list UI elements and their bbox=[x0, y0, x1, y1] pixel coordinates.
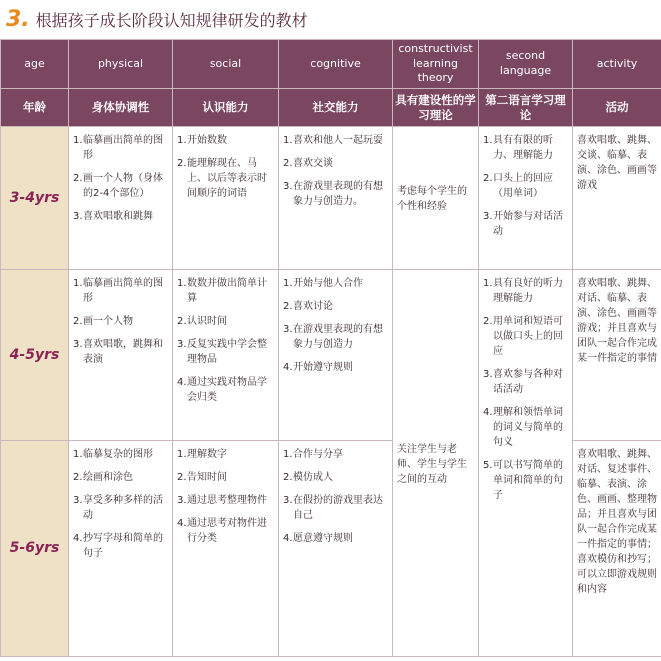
table-row bbox=[1, 127, 661, 270]
physical-cell bbox=[69, 441, 173, 657]
list-item: 1.理解数字 bbox=[177, 449, 227, 460]
list-item: 2.模仿成人 bbox=[283, 472, 333, 483]
header-row-english bbox=[1, 40, 661, 89]
header-constructivist: constructivist learning theory bbox=[393, 40, 479, 89]
list-item: 5.可以书写简单的单词和简单的句子 bbox=[483, 460, 563, 501]
constructivist-merged-cell bbox=[393, 270, 479, 657]
constructivist-merged-text: 关注学生与老师、学生与学生之间的互动 bbox=[397, 443, 467, 485]
list-item: 3.在游戏里表现的有想象力与创造力。 bbox=[283, 181, 383, 207]
header-social: social bbox=[173, 40, 279, 89]
list-item: 1.合作与分享 bbox=[283, 449, 343, 460]
list-item: 3.在游戏里表现的有想象力与创造力 bbox=[283, 324, 383, 350]
list-item: 3.享受多种多样的活动 bbox=[73, 495, 163, 521]
section-number: 3. bbox=[6, 6, 30, 32]
age-cell: 4-5yrs bbox=[1, 270, 69, 441]
curriculum-table bbox=[0, 39, 661, 657]
header-age: age bbox=[1, 40, 69, 89]
header-physical: physical bbox=[69, 40, 173, 89]
list-item: 3.喜欢唱歌和跳舞 bbox=[73, 211, 153, 222]
list-item: 2.认识时间 bbox=[177, 316, 227, 327]
list-item: 1.开始数数 bbox=[177, 135, 227, 146]
list-item: 3.反复实践中学会整理物品 bbox=[177, 339, 267, 365]
list-item: 4.开始遵守规则 bbox=[283, 362, 353, 373]
list-item: 1.具有良好的听力理解能力 bbox=[483, 278, 563, 304]
activity-text: 喜欢唱歌、跳舞、交谈、临摹、表演、涂色、画画等游戏 bbox=[577, 135, 657, 191]
activity-text: 喜欢唱歌、跳舞、对话、临摹、表演、涂色、画画等游戏；并且喜欢与团队一起合作完成某一件指定的事情 bbox=[577, 278, 657, 364]
list-item: 1.喜欢和他人一起玩耍 bbox=[283, 135, 383, 146]
list-item: 1.具有有限的听力、理解能力 bbox=[483, 135, 553, 161]
header-zh-physical: 身体协调性 bbox=[69, 89, 173, 127]
activity-cell bbox=[573, 270, 661, 441]
table-row bbox=[1, 270, 661, 441]
list-item: 2.用单词和短语可以做口头上的回应 bbox=[483, 316, 563, 357]
cognitive-cell bbox=[279, 270, 393, 441]
physical-cell bbox=[69, 270, 173, 441]
list-item: 4.通过思考对物件进行分类 bbox=[177, 518, 267, 544]
list-item: 3.在假扮的游戏里表达自己 bbox=[283, 495, 383, 521]
header-row-chinese bbox=[1, 89, 661, 127]
title-text: 根据孩子成长阶段认知规律研发的教材 bbox=[35, 10, 308, 30]
second-language-merged-cell bbox=[479, 270, 573, 657]
header-zh-cognitive: 社交能力 bbox=[279, 89, 393, 127]
list-item: 4.愿意遵守规则 bbox=[283, 533, 353, 544]
list-item: 2.能理解现在、马上、以后等表示时间顺序的词语 bbox=[177, 158, 267, 199]
physical-cell bbox=[69, 127, 173, 270]
list-item: 2.喜欢交谈 bbox=[283, 158, 333, 169]
activity-cell bbox=[573, 441, 661, 657]
list-item: 2.口头上的回应（用单词） bbox=[483, 173, 553, 199]
list-item: 2.喜欢讨论 bbox=[283, 301, 333, 312]
cognitive-cell bbox=[279, 441, 393, 657]
header-second-language: second language bbox=[479, 40, 573, 89]
social-cell bbox=[173, 270, 279, 441]
activity-cell bbox=[573, 127, 661, 270]
cognitive-cell bbox=[279, 127, 393, 270]
page-title bbox=[6, 4, 308, 34]
activity-text: 喜欢唱歌、跳舞、对话、复述事件、临摹、表演、涂色、画画、整理物品；并且喜欢与团队一起合作完成某一件指定的事情；喜欢模仿和抄写；可以立即游戏规则和内容 bbox=[577, 449, 657, 595]
list-item: 4.理解和领悟单词的词义与简单的句义 bbox=[483, 407, 563, 448]
list-item: 2.画一个人物（身体的2-4个部位） bbox=[73, 173, 163, 199]
second-language-cell bbox=[479, 127, 573, 270]
list-item: 1.临摹画出简单的图形 bbox=[73, 278, 163, 304]
list-item: 2.画一个人物 bbox=[73, 316, 133, 327]
header-zh-constructivist: 具有建设性的学习理论 bbox=[393, 89, 479, 127]
constructivist-cell bbox=[393, 127, 479, 270]
list-item: 4.抄写字母和简单的句子 bbox=[73, 533, 163, 559]
header-zh-second-language: 第二语言学习理论 bbox=[479, 89, 573, 127]
header-activity: activity bbox=[573, 40, 661, 89]
list-item: 3.喜欢唱歌，跳舞和表演 bbox=[73, 339, 163, 365]
list-item: 3.喜欢参与各种对话活动 bbox=[483, 369, 563, 395]
constructivist-text: 考虑每个学生的个性和经验 bbox=[397, 186, 467, 212]
header-zh-activity: 活动 bbox=[573, 89, 661, 127]
age-cell: 3-4yrs bbox=[1, 127, 69, 270]
list-item: 1.数数并做出简单计算 bbox=[177, 278, 267, 304]
age-cell: 5-6yrs bbox=[1, 441, 69, 657]
social-cell bbox=[173, 441, 279, 657]
list-item: 2.绘画和涂色 bbox=[73, 472, 133, 483]
list-item: 1.临摹画出简单的图形 bbox=[73, 135, 163, 161]
header-zh-age: 年龄 bbox=[1, 89, 69, 127]
list-item: 2.告知时间 bbox=[177, 472, 227, 483]
header-cognitive: cognitive bbox=[279, 40, 393, 89]
list-item: 1.开始与他人合作 bbox=[283, 278, 363, 289]
list-item: 1.临摹复杂的图形 bbox=[73, 449, 153, 460]
list-item: 4.通过实践对物品学会归类 bbox=[177, 377, 267, 403]
list-item: 3.通过思考整理物件 bbox=[177, 495, 267, 506]
list-item: 3.开始参与对话活动 bbox=[483, 211, 563, 237]
social-cell bbox=[173, 127, 279, 270]
header-zh-social: 认识能力 bbox=[173, 89, 279, 127]
